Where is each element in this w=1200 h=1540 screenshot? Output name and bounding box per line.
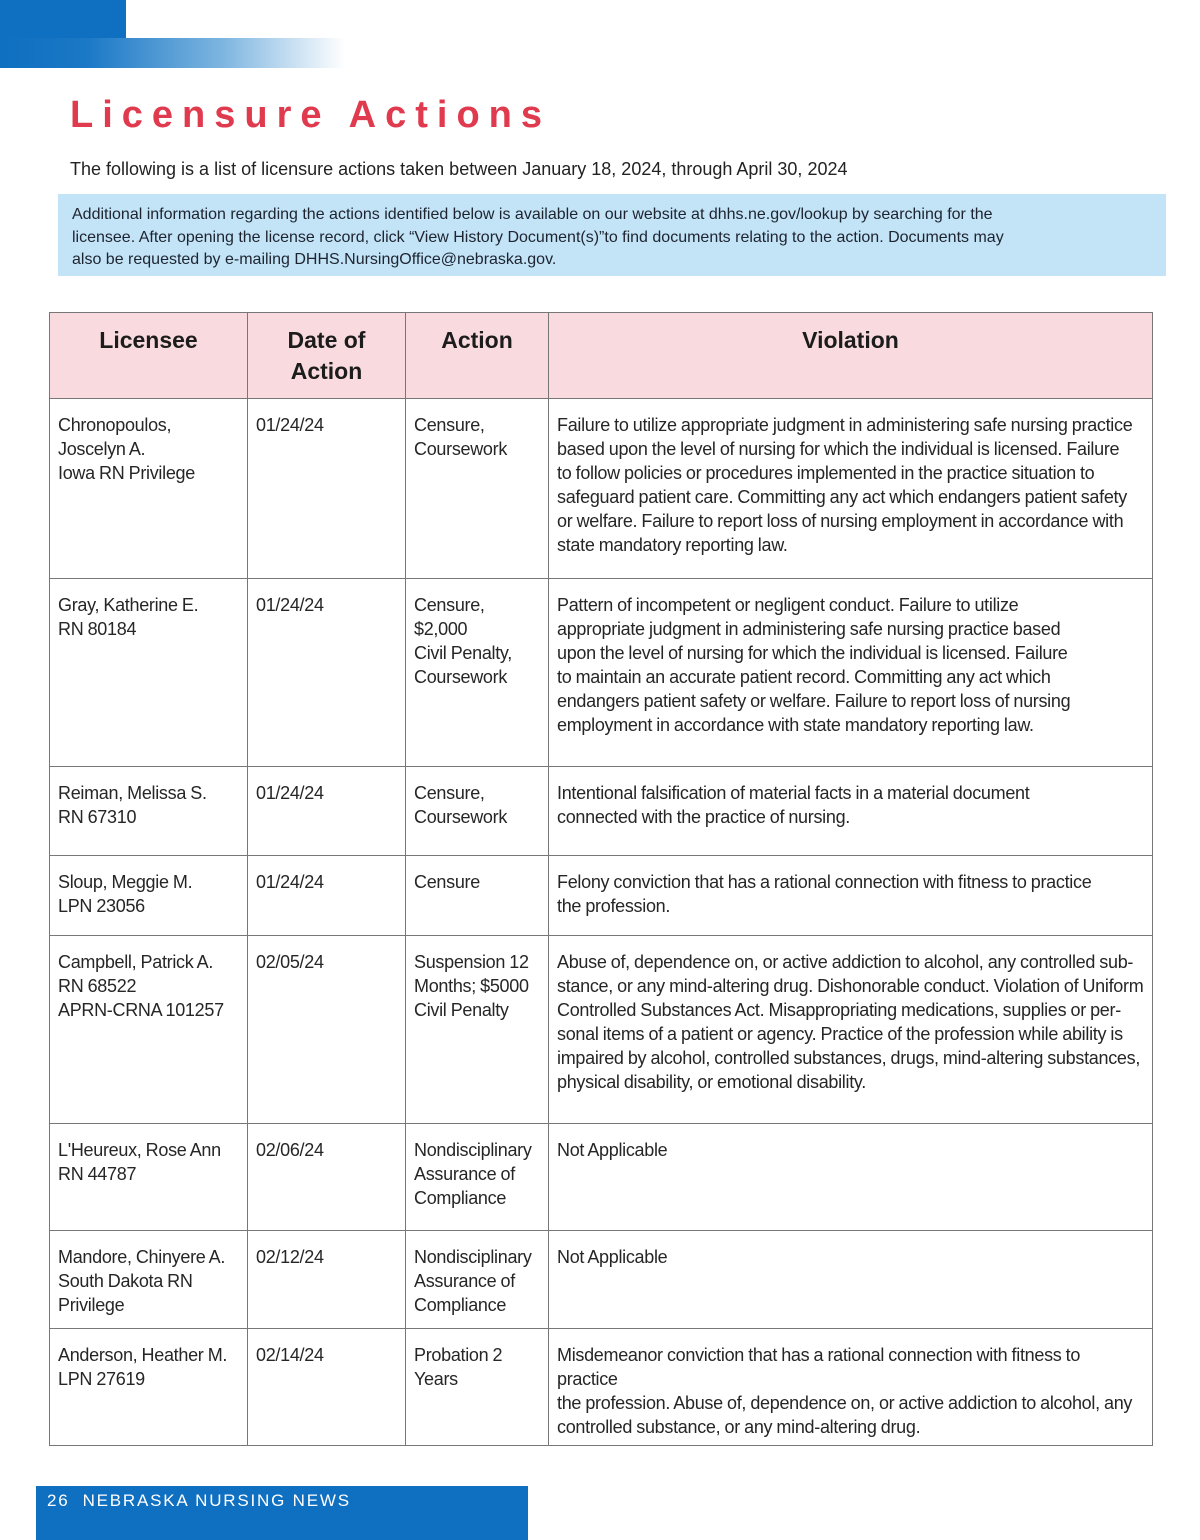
- page-title: Licensure Actions: [70, 94, 552, 136]
- violation-line: physical disability, or emotional disability.: [557, 1072, 866, 1092]
- table-row: [50, 1231, 1153, 1329]
- corner-decoration-block: [0, 0, 126, 38]
- violation-line: employment in accordance with state mandatory reporting law.: [557, 715, 1034, 735]
- violation-cell: [549, 579, 1153, 767]
- licensee-line: South Dakota RN: [58, 1271, 193, 1291]
- action-line: Censure,: [414, 783, 485, 803]
- licensee-cell: [50, 399, 248, 579]
- licensee-line: Anderson, Heather M.: [58, 1345, 228, 1365]
- violation-line: appropriate judgment in administering safe nursing practice based: [557, 619, 1061, 639]
- licensee-cell: [50, 856, 248, 936]
- column-header-licensee: [50, 313, 248, 399]
- table-header-row: [50, 313, 1153, 399]
- licensee-line: L'Heureux, Rose Ann: [58, 1140, 221, 1160]
- date-cell: [248, 856, 406, 936]
- violation-line: Not Applicable: [557, 1247, 668, 1267]
- violation-line: Not Applicable: [557, 1140, 668, 1160]
- action-line: Coursework: [414, 667, 508, 687]
- action-cell: [406, 1231, 549, 1329]
- violation-cell: [549, 399, 1153, 579]
- violation-line: endangers patient safety or welfare. Failure to report loss of nursing: [557, 691, 1071, 711]
- violation-line: or welfare. Failure to report loss of nursing employment in accordance with: [557, 511, 1124, 531]
- violation-cell: [549, 1124, 1153, 1231]
- column-header-label: Action: [441, 327, 513, 353]
- date-cell: [248, 579, 406, 767]
- violation-line: Intentional falsification of material facts in a material document: [557, 783, 1030, 803]
- action-line: Coursework: [414, 807, 508, 827]
- violation-line: to maintain an accurate patient record. Committing any act which: [557, 667, 1051, 687]
- page-number: 26: [47, 1491, 70, 1510]
- action-line: Civil Penalty: [414, 1000, 509, 1020]
- action-line: Probation 2 Years: [414, 1345, 503, 1389]
- licensee-cell: [50, 579, 248, 767]
- date-cell: [248, 1231, 406, 1329]
- licensee-cell: [50, 936, 248, 1124]
- column-header-date: [248, 313, 406, 399]
- violation-line: Felony conviction that has a rational connection with fitness to practice: [557, 872, 1092, 892]
- action-cell: [406, 1124, 549, 1231]
- violation-line: Pattern of incompetent or negligent conduct. Failure to utilize: [557, 595, 1019, 615]
- info-callout-line: Additional information regarding the actions identified below is available on our website at dhhs.ne.gov/lookup by searching for the: [72, 206, 993, 223]
- violation-line: based upon the level of nursing for which the individual is licensed. Failure: [557, 439, 1120, 459]
- licensee-line: RN 67310: [58, 807, 137, 827]
- licensee-line: Mandore, Chinyere A.: [58, 1247, 226, 1267]
- footer-text: [47, 1491, 351, 1511]
- violation-cell: [549, 936, 1153, 1124]
- licensee-line: RN 80184: [58, 619, 137, 639]
- action-line: Nondisciplinary: [414, 1140, 532, 1160]
- table-row: [50, 1329, 1153, 1446]
- table-row: [50, 579, 1153, 767]
- action-line: Assurance of: [414, 1271, 515, 1291]
- licensee-line: RN 44787: [58, 1164, 137, 1184]
- date-text: 01/24/24: [256, 595, 324, 615]
- action-cell: [406, 1329, 549, 1446]
- column-header-label: Violation: [802, 327, 899, 353]
- action-cell: [406, 936, 549, 1124]
- date-text: 01/24/24: [256, 872, 324, 892]
- action-line: Censure,: [414, 415, 485, 435]
- licensee-line: Reiman, Melissa S.: [58, 783, 207, 803]
- action-line: Nondisciplinary: [414, 1247, 532, 1267]
- licensee-line: Privilege: [58, 1295, 125, 1315]
- column-header-label: Date of: [287, 327, 366, 353]
- date-text: 02/14/24: [256, 1345, 324, 1365]
- date-cell: [248, 936, 406, 1124]
- table-row: [50, 936, 1153, 1124]
- action-line: Coursework: [414, 439, 508, 459]
- action-cell: [406, 399, 549, 579]
- violation-line: Abuse of, dependence on, or active addiction to alcohol, any controlled sub-: [557, 952, 1134, 972]
- action-line: Months; $5000: [414, 976, 529, 996]
- violation-line: state mandatory reporting law.: [557, 535, 788, 555]
- violation-cell: [549, 1329, 1153, 1446]
- date-cell: [248, 399, 406, 579]
- licensee-cell: [50, 1124, 248, 1231]
- action-line: Compliance: [414, 1295, 507, 1315]
- licensee-cell: [50, 767, 248, 856]
- date-cell: [248, 1124, 406, 1231]
- table-row: [50, 767, 1153, 856]
- column-header-violation: [549, 313, 1153, 399]
- date-cell: [248, 1329, 406, 1446]
- table-row: [50, 856, 1153, 936]
- violation-line: stance, or any mind-altering drug. Dishonorable conduct. Violation of Uniform: [557, 976, 1144, 996]
- action-line: Assurance of: [414, 1164, 515, 1184]
- violation-cell: [549, 856, 1153, 936]
- licensure-actions-table: [49, 312, 1153, 1446]
- violation-cell: [549, 767, 1153, 856]
- licensee-line: Gray, Katherine E.: [58, 595, 199, 615]
- column-header-action: [406, 313, 549, 399]
- page-subtitle: The following is a list of licensure actions taken between January 18, 2024, through April 30, 2024: [70, 159, 848, 179]
- violation-line: Failure to utilize appropriate judgment in administering safe nursing practice: [557, 415, 1133, 435]
- violation-line: to follow policies or procedures implemented in the practice situation to: [557, 463, 1095, 483]
- violation-line: upon the level of nursing for which the individual is licensed. Failure: [557, 643, 1068, 663]
- info-callout-line: also be requested by e-mailing DHHS.NursingOffice@nebraska.gov.: [72, 251, 557, 268]
- date-cell: [248, 767, 406, 856]
- column-header-label: Action: [290, 358, 363, 384]
- violation-line: connected with the practice of nursing.: [557, 807, 850, 827]
- violation-line: Controlled Substances Act. Misappropriating medications, supplies or per-: [557, 1000, 1121, 1020]
- table-row: [50, 1124, 1153, 1231]
- action-line: Civil Penalty,: [414, 643, 513, 663]
- licensee-line: Iowa RN Privilege: [58, 463, 195, 483]
- licensee-cell: [50, 1329, 248, 1446]
- licensee-line: LPN 23056: [58, 896, 145, 916]
- action-cell: [406, 579, 549, 767]
- action-cell: [406, 856, 549, 936]
- column-header-label: Licensee: [99, 327, 198, 353]
- violation-line: the profession.: [557, 896, 671, 916]
- violation-cell: [549, 1231, 1153, 1329]
- licensee-line: RN 68522: [58, 976, 137, 996]
- licensee-line: Sloup, Meggie M.: [58, 872, 193, 892]
- licensee-cell: [50, 1231, 248, 1329]
- violation-line: sonal items of a patient or agency. Practice of the profession while ability is: [557, 1024, 1123, 1044]
- licensee-line: Campbell, Patrick A.: [58, 952, 214, 972]
- info-callout-line: licensee. After opening the license record, click “View History Document(s)”to find documents relating to the action. Documents may: [72, 228, 1004, 246]
- action-line: Suspension 12: [414, 952, 529, 972]
- publication-name: NEBRASKA NURSING NEWS: [82, 1491, 351, 1510]
- action-line: Compliance: [414, 1188, 507, 1208]
- licensee-line: Joscelyn A.: [58, 439, 146, 459]
- date-text: 01/24/24: [256, 783, 324, 803]
- licensee-line: LPN 27619: [58, 1369, 145, 1389]
- licensee-line: Chronopoulos,: [58, 415, 172, 435]
- date-text: 02/05/24: [256, 952, 324, 972]
- table-body: [50, 399, 1153, 1446]
- date-text: 02/06/24: [256, 1140, 324, 1160]
- action-line: Censure, $2,000: [414, 595, 485, 639]
- violation-line: impaired by alcohol, controlled substances, drugs, mind-altering substances,: [557, 1048, 1141, 1068]
- table-row: [50, 399, 1153, 579]
- date-text: 02/12/24: [256, 1247, 324, 1267]
- corner-gradient-bar: [0, 38, 345, 68]
- date-text: 01/24/24: [256, 415, 324, 435]
- info-callout: [58, 194, 1166, 276]
- licensee-line: APRN-CRNA 101257: [58, 1000, 224, 1020]
- violation-line: safeguard patient care. Committing any act which endangers patient safety: [557, 487, 1127, 507]
- violation-line: Misdemeanor conviction that has a rational connection with fitness to practice: [557, 1345, 1081, 1389]
- action-cell: [406, 767, 549, 856]
- action-line: Censure: [414, 872, 480, 892]
- violation-line: controlled substance, or any mind-altering drug.: [557, 1417, 921, 1437]
- violation-line: the profession. Abuse of, dependence on, or active addiction to alcohol, any: [557, 1393, 1133, 1413]
